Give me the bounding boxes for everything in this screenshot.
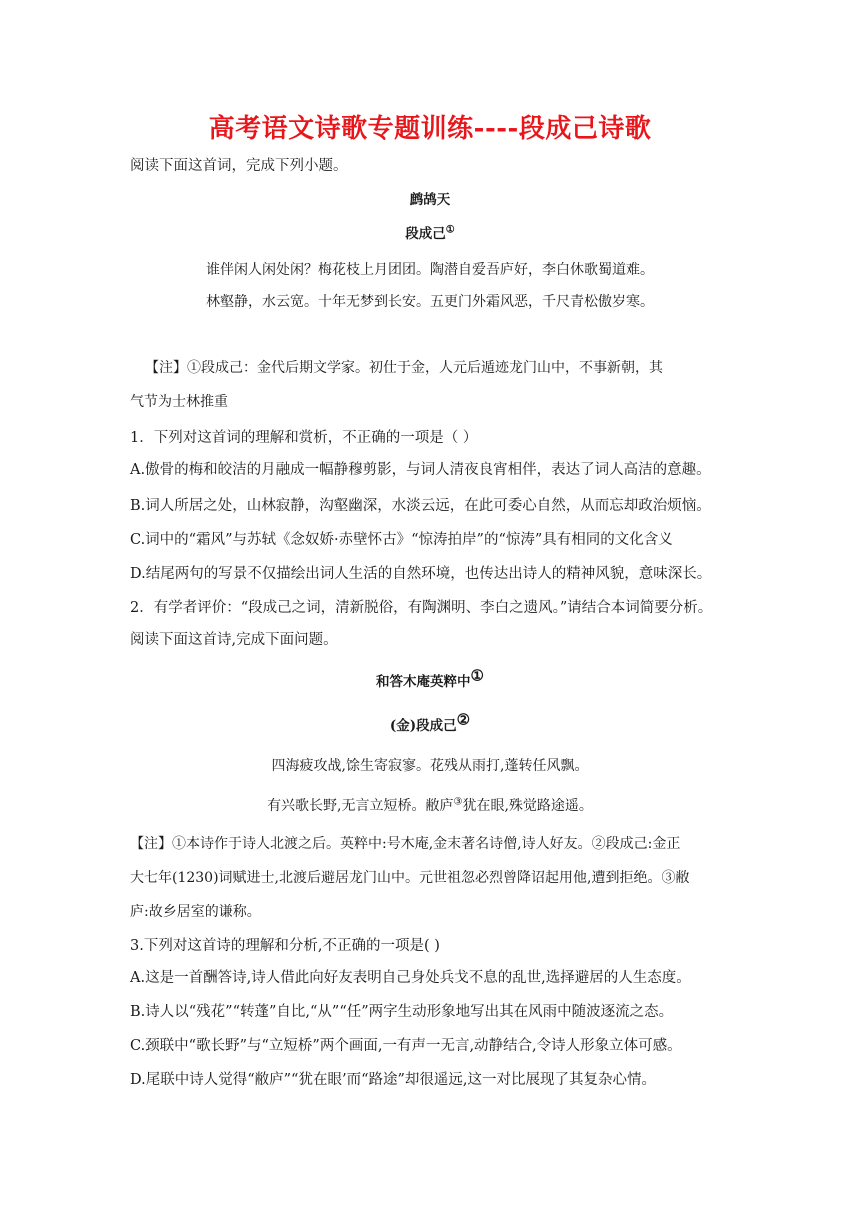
question-1-option-b: B.词人所居之处，山林寂静，沟壑幽深，水淡云远，在此可委心自然，从而忘却政治烦恼。	[130, 498, 711, 514]
poem2-title-text: 和答木庵英粹中	[376, 674, 471, 690]
question-2: 2．有学者评价：“段成己之词，清新脱俗，有陶渊明、李白之遗风。”请结合本词简要分析。	[130, 600, 713, 616]
poem1-author-note-mark: ①	[445, 224, 455, 236]
poem2-title-note-mark: ①	[470, 666, 484, 685]
part2-intro: 阅读下面这首诗,完成下面问题。	[130, 632, 338, 648]
poem2-line-2-part-a: 有兴歌长野,无言立短桥。敝庐	[267, 798, 454, 814]
document-title: 高考语文诗歌专题训练----段成己诗歌	[208, 114, 652, 144]
poem1-line-1: 谁伴闲人闲处闲？梅花枝上月团团。陶潜自爱吾庐好，李白休歌蜀道难。	[206, 262, 654, 278]
poem2-line-1: 四海疲攻战,馀生寄寂寥。花残从雨打,蓬转任风飘。	[271, 758, 589, 774]
poem2-note-line-1: 【注】①本诗作于诗人北渡之后。英粹中:号木庵,金末著名诗僧,诗人好友。②段成己:金正	[130, 836, 681, 852]
poem2-line-2-part-b: 犹在眼,殊觉路途遥。	[462, 798, 593, 814]
poem2-line-2	[0, 796, 860, 816]
poem1-note-line-1: 【注】①段成己：金代后期文学家。初仕于金，人元后遁迹龙门山中，不事新朝，其	[145, 360, 663, 376]
question-1-option-c: C.词中的“霜风”与苏轼《念奴娇·赤壁怀古》“惊涛拍岸”的“惊涛”具有相同的文化含义	[130, 532, 673, 548]
question-3-option-d: D.尾联中诗人觉得“敝庐”“犹在眼’而“路途”却很遥远,这一对比展现了其复杂心情。	[130, 1072, 656, 1088]
poem2-title	[0, 666, 860, 692]
question-3: 3.下列对这首诗的理解和分析,不正确的一项是( )	[130, 938, 440, 954]
poem1-author	[0, 224, 860, 244]
question-1-option-a: A.傲骨的梅和皎洁的月融成一幅静穆剪影，与词人清夜良宵相伴，表达了词人高洁的意趣。	[130, 462, 711, 478]
poem1-author-name: 段成己	[405, 226, 446, 242]
poem1-note-line-2: 气节为士林推重	[130, 394, 228, 410]
question-3-option-a: A.这是一首酬答诗,诗人借此向好友表明自己身处兵戈不息的乱世,选择避居的人生态度。	[130, 970, 691, 986]
poem2-line-2-note-mark: ③	[453, 796, 463, 808]
part1-intro: 阅读下面这首词，完成下列小题。	[130, 158, 348, 174]
question-3-option-b: B.诗人以“残花”“转蓬”自比,“从”“任”两字生动形象地写出其在风雨中随波逐流之态。	[130, 1004, 674, 1020]
poem2-note-line-2: 大七年(1230)词赋进士,北渡后避居龙门山中。元世祖忽必烈曾降诏起用他,遭到拒绝。③敝	[130, 870, 690, 886]
poem1-title: 鹧鸪天	[409, 192, 451, 208]
question-1-option-d: D.结尾两句的写景不仅描绘出词人生活的自然环境，也传达出诗人的精神风貌，意味深长。	[130, 566, 712, 582]
poem2-author-name: (金)段成己	[389, 718, 457, 734]
poem2-author	[0, 710, 860, 736]
poem2-note-line-3: 庐:故乡居室的谦称。	[130, 904, 261, 920]
question-1: 1．下列对这首词的理解和赏析，不正确的一项是（ ）	[130, 430, 478, 446]
poem1-line-2: 林壑静，水云宽。十年无梦到长安。五更门外霜风恶，千尺青松傲岁寒。	[206, 294, 654, 310]
question-3-option-c: C.颈联中“歌长野”与“立短桥”两个画面,一有声一无言,动静结合,令诗人形象立体可感。	[130, 1038, 682, 1054]
poem2-author-note-mark: ②	[456, 710, 471, 729]
